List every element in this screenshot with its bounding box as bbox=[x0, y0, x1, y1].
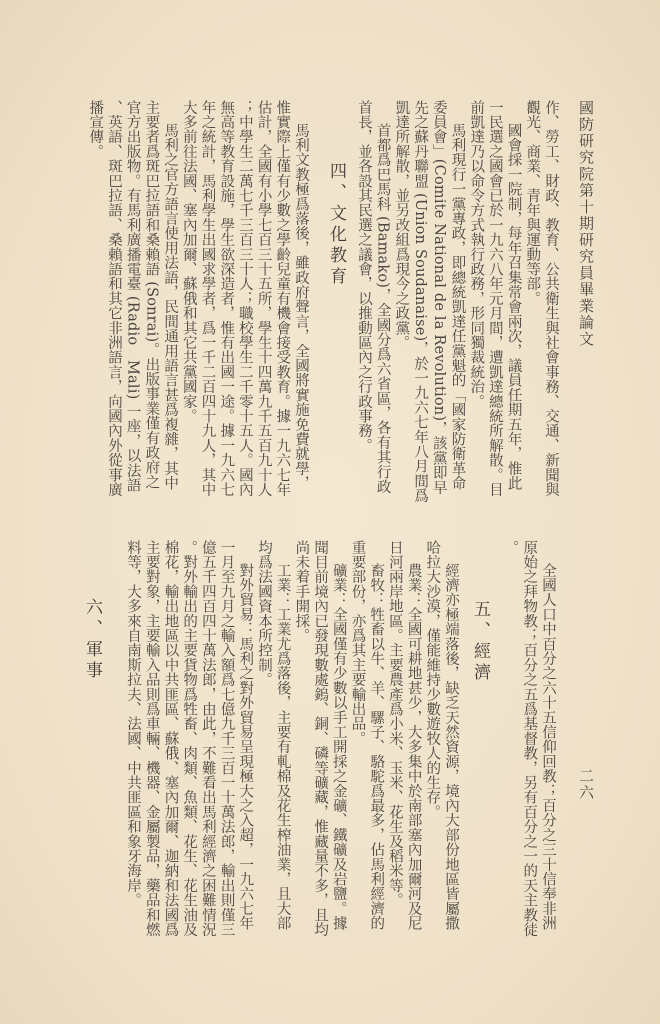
text-line: 馬利現行一黨專政，即總統凱達任黨魁的「國家防衛革命 bbox=[449, 123, 466, 491]
text-line: 經濟亦極端落後，缺乏天然資源，境內大部份地區皆屬撒 bbox=[443, 563, 459, 931]
economy-paragraphs bbox=[123, 540, 460, 937]
page-number: 二六 bbox=[577, 768, 595, 801]
text-line: 主要對象，主要輸入品則爲車輛、機器、金屬製品，藥品和燃 bbox=[143, 540, 160, 937]
text-line: 全國人口中百分之六十五信仰回教；百分之三十信奉非洲 bbox=[540, 563, 556, 931]
text-line: 億五千四百四十萬法郎，由此，不難看出馬利經濟之困難情況 bbox=[199, 540, 216, 937]
text-line: 凱達所解散，並另改組爲現今之政黨。 bbox=[393, 100, 410, 350]
text-line: 首都爲巴馬科 (Bamako)，全國分爲六省區，各有其行政 bbox=[374, 123, 391, 495]
text-line: 國會採一院制，每年召集常會兩次，議員任期五年，惟此 bbox=[505, 123, 522, 491]
text-line: 首長，並各設其民選之議會，以推動區內之行政事務。 bbox=[355, 100, 372, 453]
text-line: 馬利之官方語言使用法語，民間通用語言甚爲複雜，其中 bbox=[162, 123, 179, 491]
text-line: 哈拉大沙漠，僅能維持少數遊牧人的生存。 bbox=[424, 540, 441, 820]
text-line: 對外貿易：馬利之對外貿易呈現極大之入超，一九六七年 bbox=[237, 563, 254, 931]
text-line: 原始之拜物教；百分之五爲基督教，另有百分之一的天主教徒 bbox=[521, 540, 538, 937]
text-line: 農業：全國可耕地甚少，大多集中於南部塞內加爾河及尼 bbox=[405, 563, 422, 931]
text-line: 無高等教育設施，學生欲深造者，惟有出國一途。據一九六七 bbox=[218, 100, 235, 497]
text-line: 重要部份，亦爲其主要輸出品。 bbox=[349, 540, 366, 746]
text-line: 一民選之國會已於一九六八年元月間，遭凱達總統所解散。目 bbox=[486, 100, 503, 497]
text-line: ；中學生二萬七千三百三十人；職校學生二千零十五人。國內 bbox=[236, 100, 253, 497]
text-line: 。 bbox=[502, 540, 519, 555]
section-heading-culture-education: 四、文化教育 bbox=[326, 162, 346, 288]
text-line: 均爲法國資本所控制。 bbox=[255, 540, 272, 687]
text-line: 估計，全國有小學七百三十五所，學生十四萬九千五百九十人 bbox=[255, 100, 272, 497]
religion-paragraph bbox=[501, 540, 557, 937]
text-line: 前凱達乃以命令方式執行政務，形同獨裁統治。 bbox=[468, 100, 485, 409]
section-heading-economy: 五、經濟 bbox=[470, 600, 490, 684]
text-line: 、英語、斑巴拉語、桑賴語和其它非洲語言，向國內外從事廣 bbox=[105, 100, 122, 497]
text-line: 年之統計，馬利學生出國求學者，爲一千二百四十九人，其中 bbox=[199, 100, 216, 497]
text-line: 棉花，輸出地區以中共匪區、蘇俄、塞內加爾、迦納和法國爲 bbox=[162, 540, 179, 937]
text-line: 先之蘇丹聯盟 (Union Soudanaise)，於一九六七年八月間爲 bbox=[412, 100, 429, 504]
text-line: 觀光、商業、青年與運動等部。 bbox=[524, 100, 541, 306]
text-line: 料等，大多來自南斯拉夫、法國、中共匪區和象牙海岸。 bbox=[125, 540, 142, 908]
text-line: 作、勞工、財政、教育、公共衛生與社會事務、交通、新聞與 bbox=[543, 100, 559, 497]
government-paragraphs bbox=[354, 100, 560, 503]
culture-education-paragraphs bbox=[86, 100, 310, 497]
text-line: 工業：工業尤爲落後，主要有軋棉及花生榨油業，且大部 bbox=[274, 563, 291, 931]
text-line: 官方出版物。有馬利廣播電臺 (Radio Mali) 一座，以法語 bbox=[124, 100, 141, 493]
text-line: 播宣傳。 bbox=[87, 100, 104, 159]
text-line: 委員會」(Comite National de la Revolution)，該黨即早 bbox=[430, 100, 447, 495]
text-line: 畜牧：牲畜以牛、羊、騾子、駱駝爲最多，佔馬利經濟的 bbox=[368, 563, 385, 931]
text-line: 。對外輸出的主要貨物爲牲畜、肉類、魚類、花生、花生油及 bbox=[181, 540, 198, 937]
text-line: 大多前往法國、塞內加爾、蘇俄和其它共黨國家。 bbox=[180, 100, 197, 424]
text-line: 聞目前境內已發現數處鎢、銅、磷等礦藏，惟藏量不多，且均 bbox=[312, 540, 329, 937]
text-line: 馬利文教極爲落後，雖政府聲言，全國將實施免費就學， bbox=[293, 123, 309, 491]
text-line: 礦業：全國僅有少數以手工開採之金礦、鐵礦及岩鹽。據 bbox=[330, 563, 347, 931]
text-line: 惟實際上僅有少數之學齡兒童有機會接受教育。據一九六七年 bbox=[274, 100, 291, 497]
text-line: 日河兩岸地區。主要農產爲小米、玉米、花生及稻米等。 bbox=[386, 540, 403, 908]
text-line: 主要者爲斑巴拉語和桑賴語 (Sonrai)。出版事業僅有政府之 bbox=[143, 100, 160, 490]
section-heading-military: 六、軍事 bbox=[82, 598, 102, 682]
text-line: 尚未着手開採。 bbox=[293, 540, 310, 643]
running-header: 國防研究院第十期研究員畢業論文 bbox=[577, 100, 595, 348]
text-line: 一月至九月之輸入額爲七億九千三百一十萬法郎，輸出則僅三 bbox=[218, 540, 235, 937]
